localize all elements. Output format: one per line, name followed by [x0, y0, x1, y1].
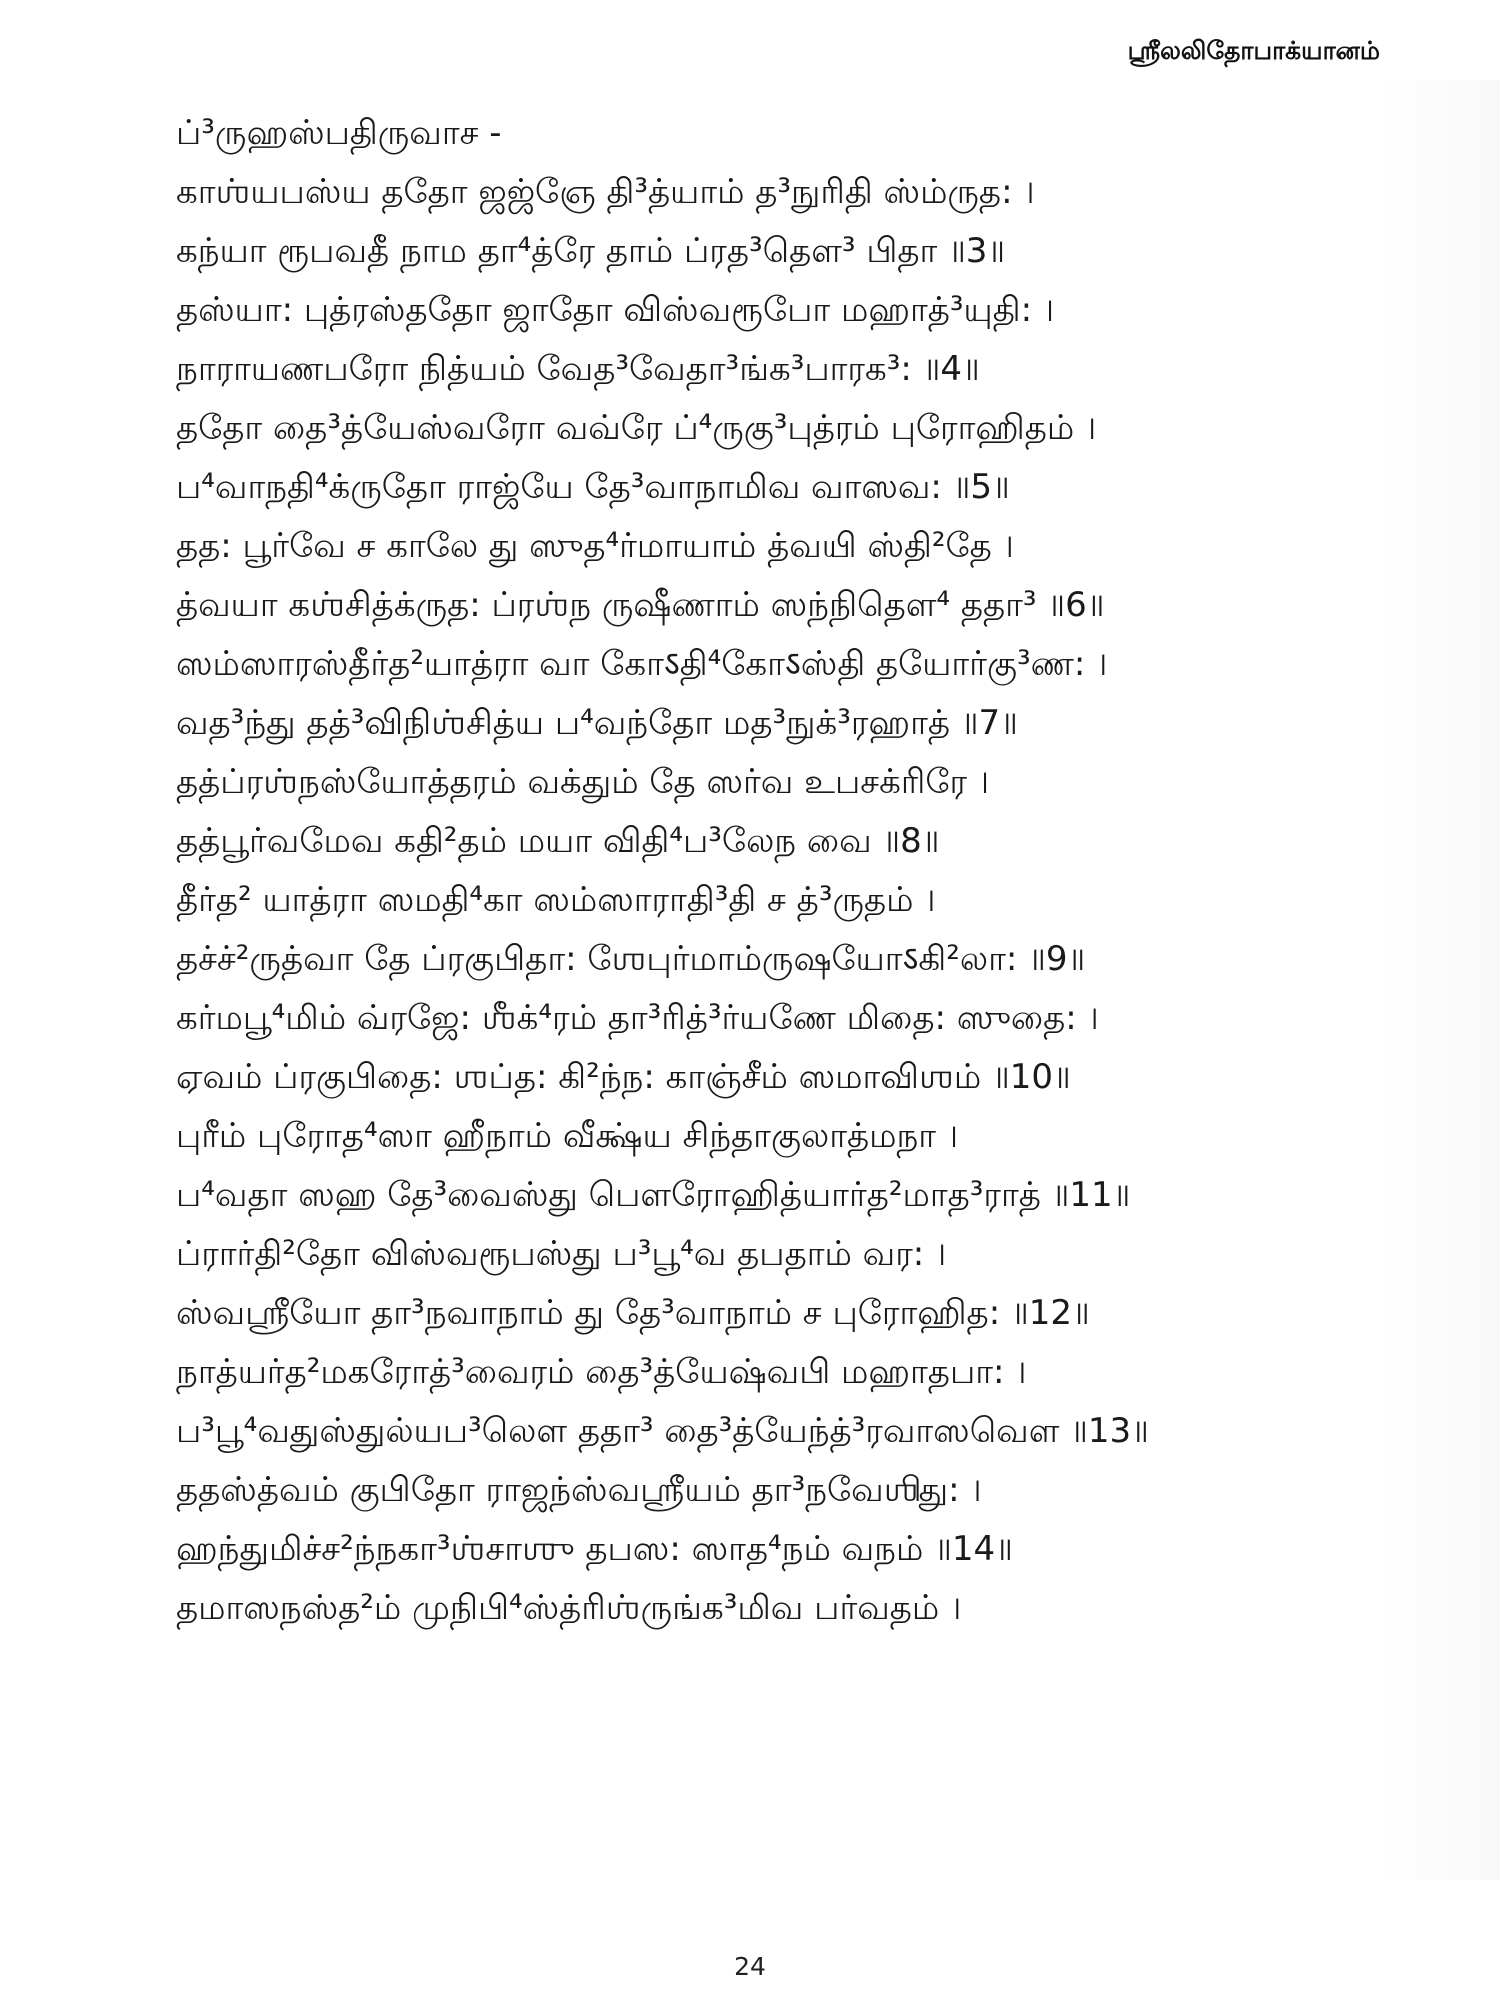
verse-line: கந்யா ரூபவதீ நாம தா⁴த்ரே தாம் ப்ரத³தௌ³ பிதா ॥3॥ [176, 231, 1006, 271]
verse-line: ததஸ்த்வம் குபிதோ ராஜந்ஸ்வஸ்ரீயம் தா³நவேஶிது꞉ । [176, 1470, 982, 1510]
verse-line: நாராயணபரோ நித்யம் வேத³வேதா³ங்க³பாரக³꞉ ॥4॥ [176, 349, 980, 389]
verse-line: காஶ்யபஸ்ய ததோ ஜஜ்ஞே தி³த்யாம் த³நுரிதி ஸ்ம்ருத꞉ । [176, 172, 1035, 212]
page-number: 24 [734, 1952, 766, 1981]
verse-line: ஸ்வஸ்ரீயோ தா³நவாநாம் து தே³வாநாம் ச புரோஹித꞉ ॥12॥ [176, 1293, 1090, 1333]
verse-line: தீர்த² யாத்ரா ஸமதி⁴கா ஸம்ஸாராதி³தி ச த்³ருதம் । [176, 880, 936, 920]
verse-line: வத³ந்து தத்³விநிஶ்சித்ய ப⁴வந்தோ மத³நுக்³ரஹாத் ॥7॥ [176, 703, 1018, 743]
verse-line: த்வயா கஶ்சித்க்ருத꞉ ப்ரஶ்ந ருஷீணாம் ஸந்நிதௌ⁴ ததா³ ॥6॥ [176, 585, 1105, 625]
verse-line: தமாஸநஸ்த²ம் முநிபி⁴ஸ்த்ரிஶ்ருங்க³மிவ பர்வதம் । [176, 1588, 962, 1628]
verse-line: புரீம் புரோத⁴ஸா ஹீநாம் வீக்ஷ்ய சிந்தாகுலாத்மநா । [176, 1116, 959, 1156]
speaker-line: ப்³ருஹஸ்பதிருவாச - [176, 113, 502, 153]
verse-line: ஏவம் ப்ரகுபிதை꞉ ஶப்த꞉ கி²ந்ந꞉ காஞ்சீம் ஸமாவிஶம் ॥10॥ [176, 1057, 1071, 1097]
verse-line: ஹந்துமிச்ச²ந்நகா³ஶ்சாஶு தபஸ꞉ ஸாத⁴நம் வநம் ॥14॥ [176, 1529, 1013, 1569]
verse-line: ததோ தை³த்யேஸ்வரோ வவ்ரே ப்⁴ருகு³புத்ரம் புரோஹிதம் । [176, 408, 1097, 448]
verse-line: கர்மபூ⁴மிம் வ்ரஜே꞉ ஶீக்⁴ரம் தா³ரித்³ர்யணே மிதை꞉ ஸுதை꞉ । [176, 998, 1099, 1038]
verse-line: தச்ச்²ருத்வா தே ப்ரகுபிதா꞉ ஶேபுர்மாம்ருஷயோऽகி²லா꞉ ॥9॥ [176, 939, 1086, 979]
verse-line: தஸ்யா꞉ புத்ரஸ்ததோ ஜாதோ விஸ்வரூபோ மஹாத்³யுதி꞉ । [176, 290, 1055, 330]
running-header-title: ஸ்ரீலலிதோபாக்யானம் [1127, 36, 1380, 65]
verse-line: தத்ப்ரஶ்நஸ்யோத்தரம் வக்தும் தே ஸர்வ உபசக்ரிரே । [176, 762, 990, 802]
verse-line: ப⁴வாநதி⁴க்ருதோ ராஜ்யே தே³வாநாமிவ வாஸவ꞉ ॥5॥ [176, 467, 1010, 507]
verse-line: தத்பூர்வமேவ கதி²தம் மயா விதி⁴ப³லேந வை ॥8॥ [176, 821, 940, 861]
verse-line: ப³பூ⁴வதுஸ்துல்யப³லௌ ததா³ தை³த்யேந்த்³ரவாஸவௌ ॥13॥ [176, 1411, 1149, 1451]
verse-line: தத꞉ பூர்வே ச காலே து ஸுத⁴ர்மாயாம் த்வயி ஸ்தி²தே । [176, 526, 1014, 566]
verse-line: ஸம்ஸாரஸ்தீர்த²யாத்ரா வா கோऽதி⁴கோऽஸ்தி தயோர்கு³ண꞉ । [176, 644, 1108, 684]
verse-line: ப்ரார்தி²தோ விஸ்வரூபஸ்து ப³பூ⁴வ தபதாம் வர꞉ । [176, 1234, 947, 1274]
verse-line: நாத்யர்த²மகரோத்³வைரம் தை³த்யேஷ்வபி மஹாதபா꞉ । [176, 1352, 1027, 1392]
verse-line: ப⁴வதா ஸஹ தே³வைஸ்து பௌரோஹித்யார்த²மாத³ராத் ॥11॥ [176, 1175, 1131, 1215]
verse-body [176, 104, 1426, 1638]
